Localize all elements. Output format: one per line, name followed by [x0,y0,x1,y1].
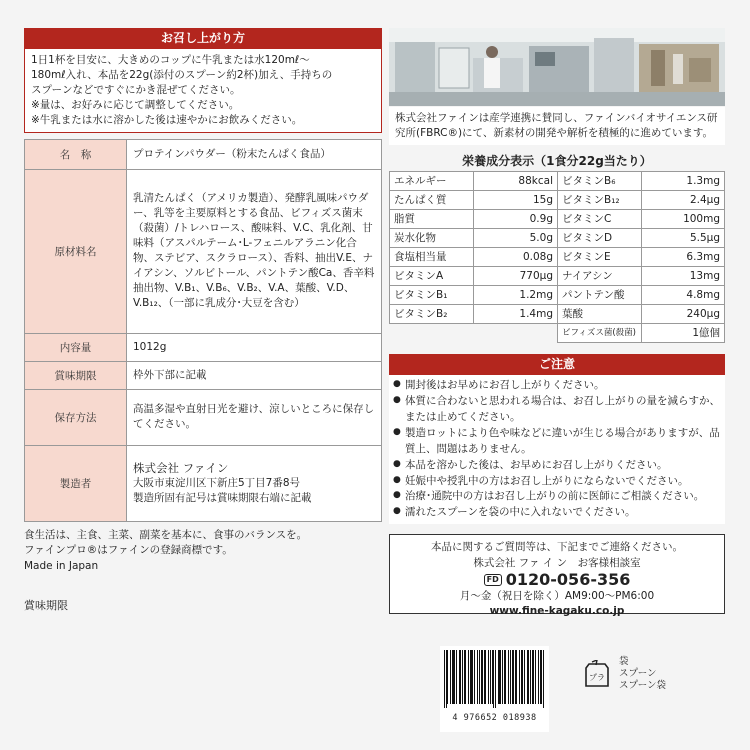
caution-item: ● 治療･通院中の方はお召し上がりの前に医師にご相談ください。 [393,489,721,505]
barcode-bar [543,650,544,708]
recycle-item: スプーン [619,667,657,679]
laboratory-illustration [389,28,725,106]
barcode-bar [530,650,531,704]
barcode-bar [524,650,525,704]
nutrient-value: 6.3mg [642,247,725,266]
barcode-bar [482,650,483,704]
spec-row-manufacturer [25,445,382,521]
barcode-bar [465,650,466,704]
spec-value: プロテインパウダー（粉末たんぱく食品） [127,139,382,169]
barcode-bar [516,650,517,704]
recycle-item: スプーン袋 [619,679,667,691]
usage-note: ※量は、お好みに応じて調整してください。 [31,98,240,111]
spec-label: 原材料名 [25,169,127,333]
recycle-item: 袋 [619,656,629,667]
barcode-bar [456,650,457,704]
barcode-number: 4 976652 018938 [452,713,537,723]
barcode-bar [541,650,542,704]
barcode-bar [495,650,496,708]
bifido-row [389,324,725,343]
barcode-bar [450,650,451,704]
spec-value: 1012g [127,333,382,361]
product-spec-table [24,139,382,522]
barcode-bar [505,650,506,704]
spec-label: 賞味期限 [25,361,127,389]
barcode-bar [488,650,489,704]
company-caption: 株式会社ファインは産学連携に賛同し、ファインバイオサイエンス研究所(FBRC®)にて、新素材の開発や解析を積極的に進めています。 [389,107,725,145]
nutrient-name: ナイアシン [558,266,642,285]
barcode-bar [446,650,447,708]
recycle-items [619,656,666,692]
barcode-bar [515,650,516,704]
nutrient-name: ビタミンE [558,247,642,266]
barcode-bar [490,650,491,704]
nutrient-name: 葉酸 [558,304,642,323]
barcode-bar [493,650,494,708]
barcode-bar [444,650,445,708]
nutrition-row [390,247,725,266]
nutrient-value: 4.8mg [642,285,725,304]
barcode-bar [452,650,453,704]
usage-line: 1日1杯を目安に、大きめのコップに牛乳または水120mℓ～ [31,54,310,66]
barcode-bar [454,650,455,704]
made-in-japan: Made in Japan [24,560,99,573]
nutrient-value: 15g [474,190,558,209]
barcode-bar [484,650,485,704]
caution-item: ● 開封後はお早めにお召し上がりください。 [393,378,721,394]
nutrient-value: 88kcal [474,171,558,190]
expiry-label: 賞味期限 [24,598,68,612]
spec-label: 製造者 [25,445,127,521]
barcode-bar [498,650,499,704]
usage-note: ※牛乳または水に溶かした後は速やかにお飲みください。 [31,113,303,126]
nutrient-value: 2.4μg [642,190,725,209]
spec-value: 高温多湿や直射日光を避け、涼しいところに保存してください。 [127,389,382,445]
barcode-bar [447,650,448,704]
barcode-bar [510,650,511,704]
bifido-value: 1億個 [692,326,720,339]
caution-item: ● 濡れたスプーンを袋の中に入れないでください。 [393,505,721,521]
usage-title: お召し上がり方 [24,28,382,49]
plastic-recycle-icon [583,660,611,690]
nutrition-row [390,304,725,323]
caution-item: ● 体質に合わないと思われる場合は、お召し上がりの量を減らすか、または止めてください。 [393,394,721,426]
nutrition-title: 栄養成分表示（1食分22g当たり） [462,153,652,168]
manufacturer-address: 大阪市東淀川区下新庄5丁目7番8号 [133,477,301,490]
barcode-bar [533,650,534,704]
nutrient-name: ビタミンB₆ [558,171,642,190]
caution-item: ● 妊娠中や授乳中の方はお召し上がりにならないでください。 [393,474,721,490]
trademark-note: ファインプロ®はファインの登録商標です。 [24,544,233,557]
barcode-bar [492,650,493,704]
barcode-bar [499,650,500,704]
nutrition-row [390,266,725,285]
barcode-bar [502,650,503,704]
phone-number: 0120-056-356 [505,569,631,589]
nutrient-value: 1.3mg [642,171,725,190]
nutrient-value: 13mg [642,266,725,285]
barcode-bar [535,650,536,704]
left-column [24,28,382,613]
nutrient-value: 0.08g [474,247,558,266]
barcode-bar [504,650,505,704]
nutrient-name: ビタミンB₂ [390,304,474,323]
nutrition-row [390,285,725,304]
nutrient-value: 1.2mg [474,285,558,304]
bifido-cell [557,324,725,343]
nutrient-value: 1.4mg [474,304,558,323]
barcode-bar [508,650,509,704]
barcode-bar [519,650,520,704]
barcode-bar [485,650,486,704]
recycle-mark [583,656,713,696]
plastic-mark-text: プラ [589,673,605,682]
barcode-bar [500,650,501,704]
barcode-bar [474,650,475,704]
nutrient-name: エネルギー [390,171,474,190]
barcode-bar [472,650,473,704]
barcode-bar [540,650,541,704]
nutrition-row [390,190,725,209]
phone-line [396,571,718,589]
contact-company: 株式会社 ファ イ ン お客様相談室 [473,556,641,569]
barcode-bar [522,650,523,704]
nutrition-row [390,209,725,228]
nutrition-row [390,171,725,190]
bifido-name: ビフィズス菌(殺菌) [558,324,642,342]
spec-value: 乳清たんぱく（アメリカ製造）、発酵乳風味パウダー、乳等を主要原料とする食品、ビフィズス菌末（殺菌）/トレハロース、酸味料、V.C、乳化剤、甘味料（アスパルテーム･L-フェニルアラニン化合物、ステビア、スクラロース）、香料、抽出V.E、ナイアシン、ソルビトール、パントテン酸Ca、香辛料抽出物、V.B₁、V.B₆、V.B₂、V.A、葉酸、V.D、V.B₁₂、（一部に乳成分･大豆を含む） [127,169,382,333]
caution-item: ● 製造ロットにより色や味などに違いが生じる場合がありますが、品質上、問題はありません。 [393,426,721,458]
barcode-icon [444,650,545,708]
laboratory-photo [389,28,725,106]
nutrient-value: 770μg [474,266,558,285]
barcode-bar [528,650,529,704]
nutrient-value: 100mg [642,209,725,228]
barcode-bar [512,650,513,704]
usage-line: 180mℓ入れ、本品を22g(添付のスプーン約2杯)加え、手持ちの [31,68,333,81]
nutrient-name: たんぱく質 [390,190,474,209]
barcode-bar [459,650,460,704]
nutrient-name: ビタミンB₁ [390,285,474,304]
nutrition-table [389,171,725,324]
manufacturer-code-note: 製造所固有記号は賞味期限右端に記載 [133,492,312,505]
barcode-bar [462,650,463,704]
manufacturer-name: 株式会社 ファイン [133,460,229,475]
nutrient-name: ビタミンB₁₂ [558,190,642,209]
jan-barcode [440,646,549,732]
contact-hours: 月～金（祝日を除く）AM9:00～PM6:00 [459,589,655,602]
spec-row-ingredients [25,169,382,333]
barcode-bar [453,650,454,704]
nutrient-value: 0.9g [474,209,558,228]
barcode-bar [468,650,469,704]
nutrition-row [390,228,725,247]
nutrient-name: パントテン酸 [558,285,642,304]
barcode-bar [460,650,461,704]
spec-value [127,445,382,521]
nutrient-value: 5.5μg [642,228,725,247]
spec-row-expiry [25,361,382,389]
nutrient-name: ビタミンC [558,209,642,228]
contact-box [389,534,725,618]
barcode-bar [538,650,539,704]
nutrient-name: ビタミンD [558,228,642,247]
spec-row-storage [25,389,382,445]
spec-label: 内容量 [25,333,127,361]
spec-row-content [25,333,382,361]
barcode-bar [477,650,478,704]
spec-label: 保存方法 [25,389,127,445]
barcode-bar [521,650,522,704]
caution-list [389,375,725,525]
usage-line: スプーンなどですぐにかき混ぜてください。 [31,83,241,96]
spec-value: 枠外下部に記載 [127,361,382,389]
barcode-bar [532,650,533,704]
nutrient-name: 炭水化物 [390,228,474,247]
barcode-bar [527,650,528,704]
usage-instructions [24,49,382,133]
barcode-bar [513,650,514,704]
barcode-bar [470,650,471,704]
footer-notes [24,528,382,575]
spec-row-name [25,139,382,169]
contact-intro: 本品に関するご質問等は、下記までご連絡ください。 [431,541,683,554]
spec-label: 名 称 [25,139,127,169]
freedial-icon: FD [484,574,502,586]
nutrient-name: 脂質 [390,209,474,228]
nutrient-value: 240μg [642,304,725,323]
barcode-bar [464,650,465,704]
caution-item: ● 本品を溶かした後は、お早めにお召し上がりください。 [393,458,721,474]
barcode-bar [479,650,480,704]
nutrient-name: 食塩相当量 [390,247,474,266]
diet-note: 食生活は、主食、主菜、副菜を基本に、食事のバランスを。 [24,528,308,541]
barcode-bar [481,650,482,704]
barcode-bar [471,650,472,704]
caution-title: ご注意 [389,354,725,375]
nutrient-name: ビタミンA [390,266,474,285]
right-column [389,28,725,618]
website-link[interactable]: www.fine-kagaku.co.jp [489,605,625,618]
nutrient-value: 5.0g [474,228,558,247]
